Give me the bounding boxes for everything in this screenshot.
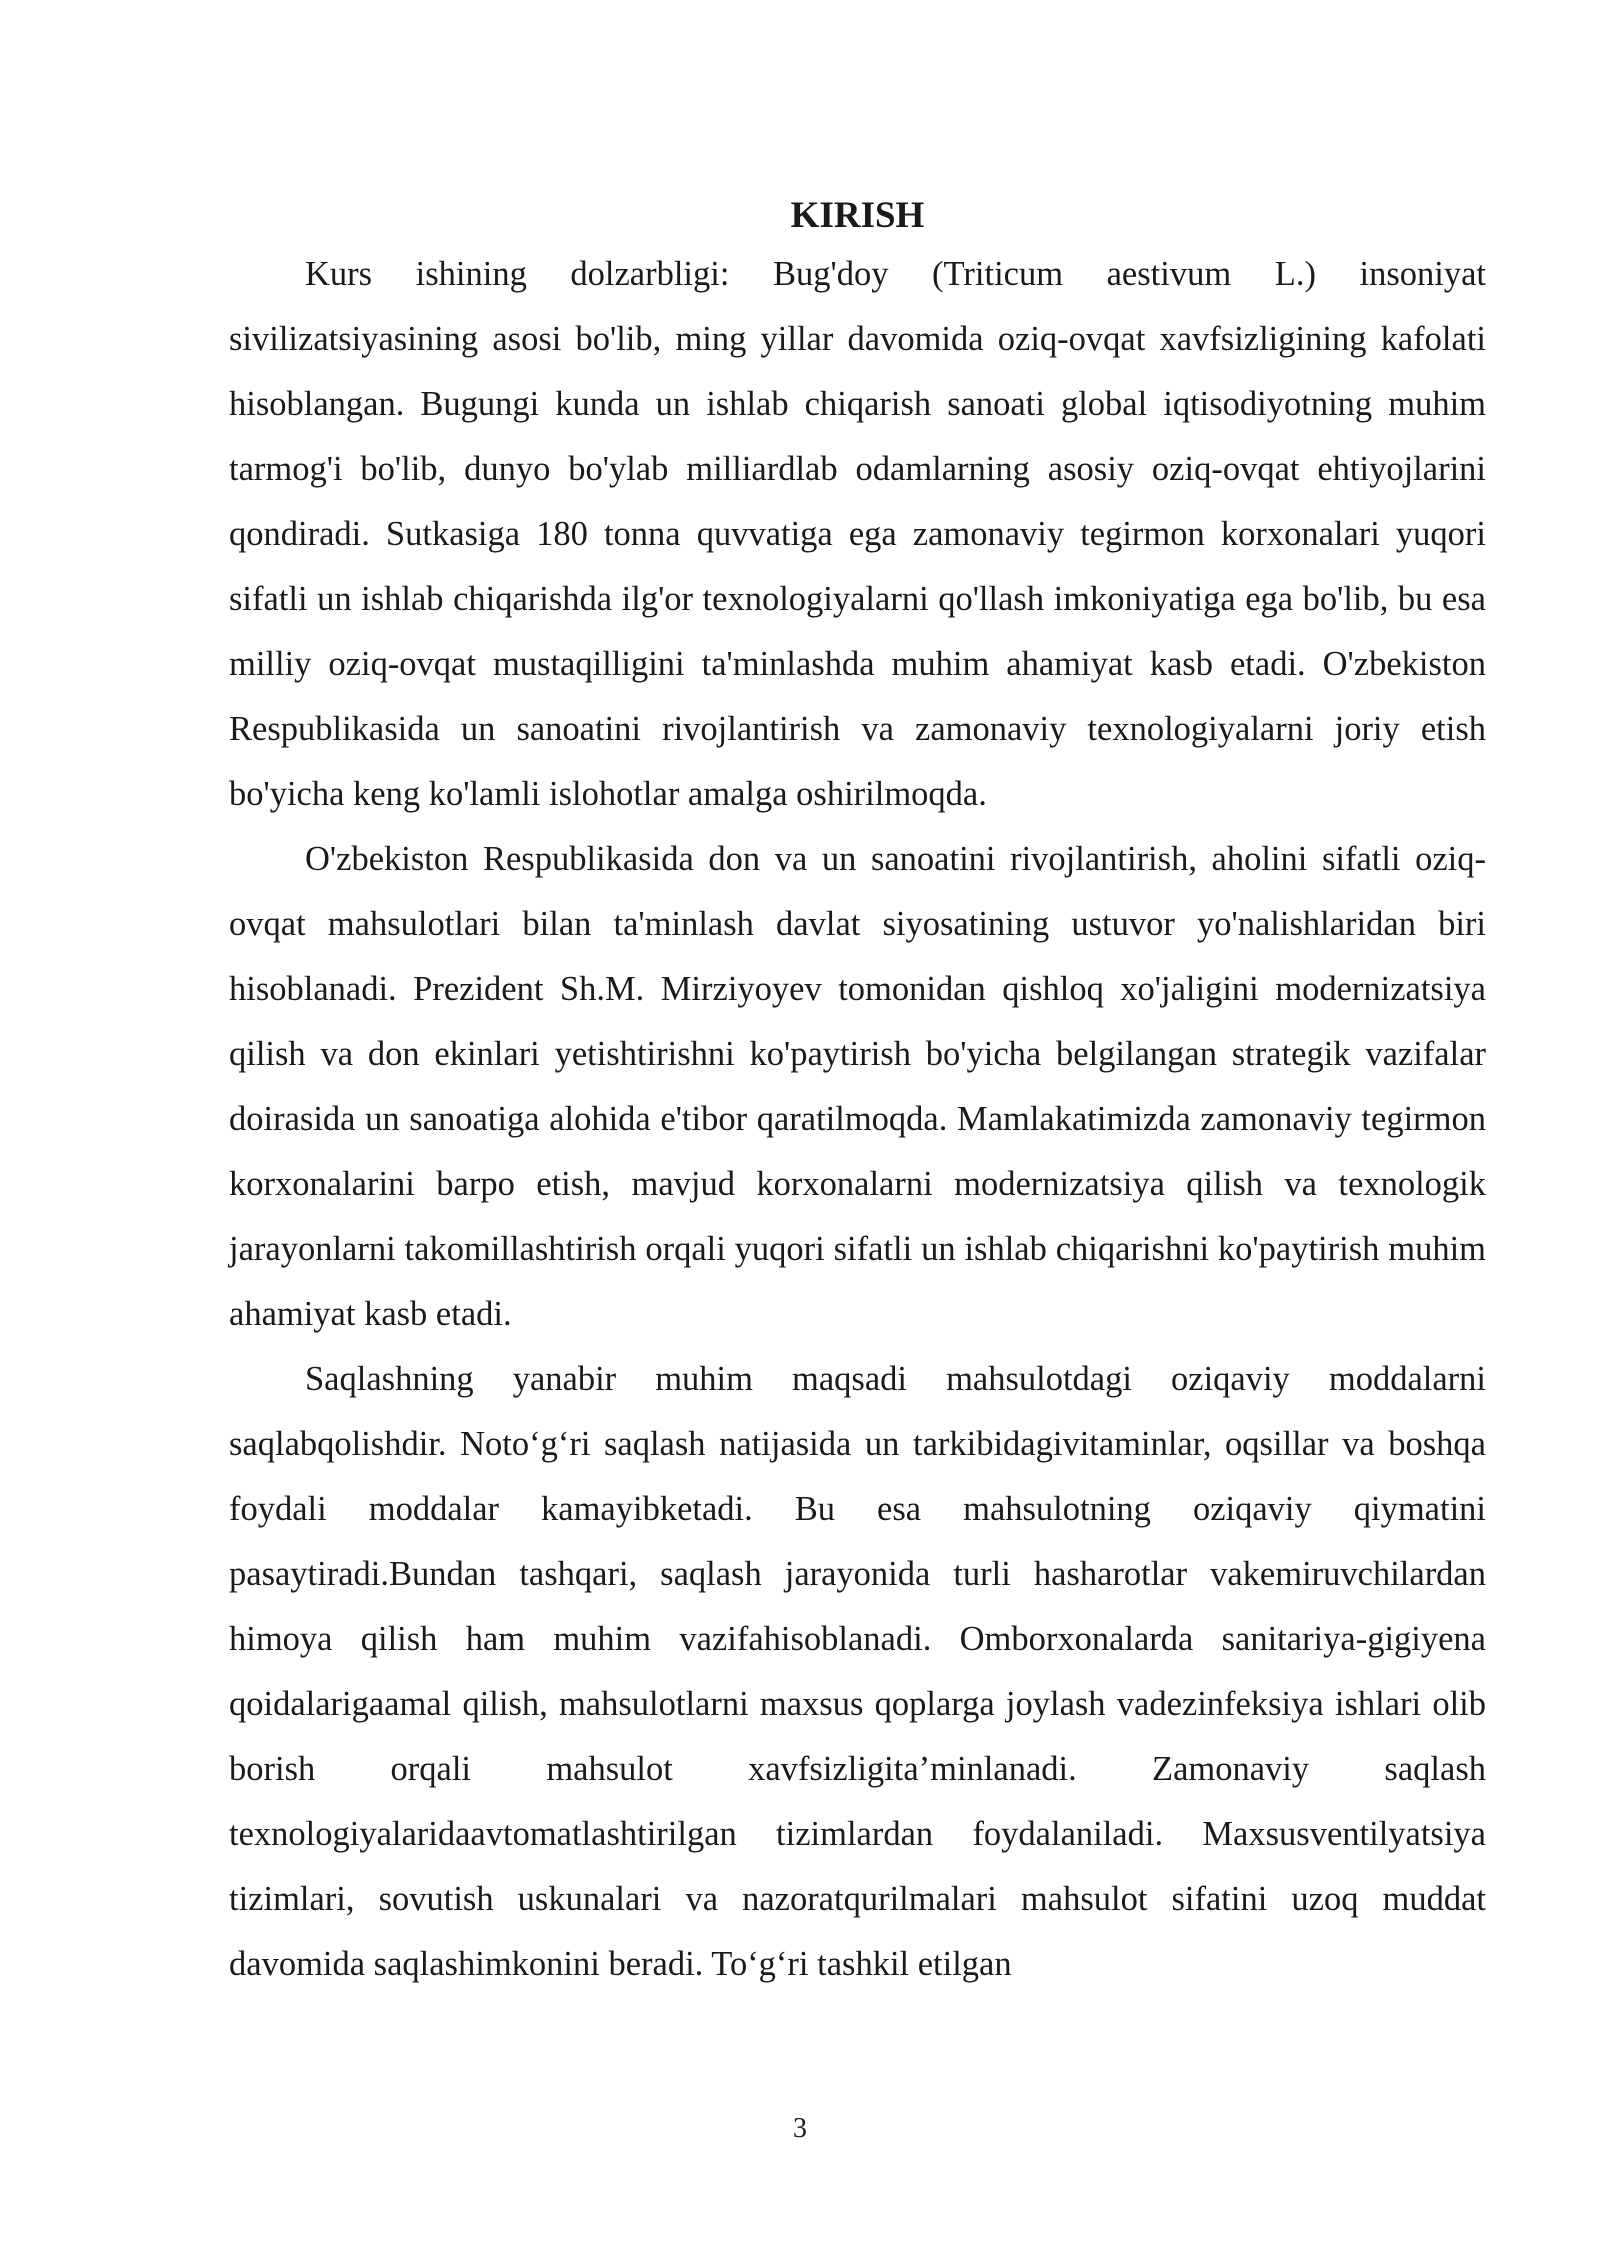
page-number: 3: [793, 2113, 807, 2144]
section-title: KIRISH: [790, 195, 925, 236]
page-content: [229, 190, 1486, 1997]
paragraph-storage: Saqlashning yanabir muhim maqsadi mahsulotdagi oziqaviy moddalarni saqlabqolishdir. Noto‘g‘ri saqlash natijasida un tarkibidagivitaminlar, oqsillar va boshqa foydali moddalar kamayibketadi. Bu esa mahsulotning oziqaviy qiymatini pasaytiradi.Bundan tashqari, saqlash jarayonida turli hasharotlar vakemiruvchilardan himoya qilish ham muhim vazifahisoblanadi. Omborxonalarda sanitariya-gigiyena qoidalarigaamal qilish, mahsulotlarni maxsus qoplarga joylash vadezinfeksiya ishlari olib borish orqali mahsulot xavfsizligita’minlanadi. Zamonaviy saqlash texnologiyalaridaavtomatlashtirilgan tizimlardan foydalaniladi. Maxsusventilyatsiya tizimlari, sovutish uskunalari va nazoratqurilmalari mahsulot sifatini uzoq muddat davomida saqlashimkonini beradi. To‘g‘ri tashkil etilgan: [229, 1360, 1486, 1983]
paragraph-state-policy: O'zbekiston Respublikasida don va un sanoatini rivojlantirish, aholini sifatli oziq-ovqat mahsulotlari bilan ta'minlash davlat siyosatining ustuvor yo'nalishlaridan biri hisoblanadi. Prezident Sh.M. Mirziyoyev tomonidan qishloq xo'jaligini modernizatsiya qilish va don ekinlari yetishtirishni ko'paytirish bo'yicha belgilangan strategik vazifalar doirasida un sanoatiga alohida e'tibor qaratilmoqda. Mamlakatimizda zamonaviy tegirmon korxonalarini barpo etish, mavjud korxonalarni modernizatsiya qilish va texnologik jarayonlarni takomillashtirish orqali yuqori sifatli un ishlab chiqarishni ko'paytirish muhim ahamiyat kasb etadi.: [229, 840, 1486, 1333]
paragraph-relevance: Kurs ishining dolzarbligi: Bug'doy (Triticum aestivum L.) insoniyat sivilizatsiyasining asosi bo'lib, ming yillar davomida oziq-ovqat xavfsizligining kafolati hisoblangan. Bugungi kunda un ishlab chiqarish sanoati global iqtisodiyotning muhim tarmog'i bo'lib, dunyo bo'ylab milliardlab odamlarning asosiy oziq-ovqat ehtiyojlarini qondiradi. Sutkasiga 180 tonna quvvatiga ega zamonaviy tegirmon korxonalari yuqori sifatli un ishlab chiqarishda ilg'or texnologiyalarni qo'llash imkoniyatiga ega bo'lib, bu esa milliy oziq-ovqat mustaqilligini ta'minlashda muhim ahamiyat kasb etadi. O'zbekiston Respublikasida un sanoatini rivojlantirish va zamonaviy texnologiyalarni joriy etish bo'yicha keng ko'lamli islohotlar amalga oshirilmoqda.: [229, 255, 1486, 813]
